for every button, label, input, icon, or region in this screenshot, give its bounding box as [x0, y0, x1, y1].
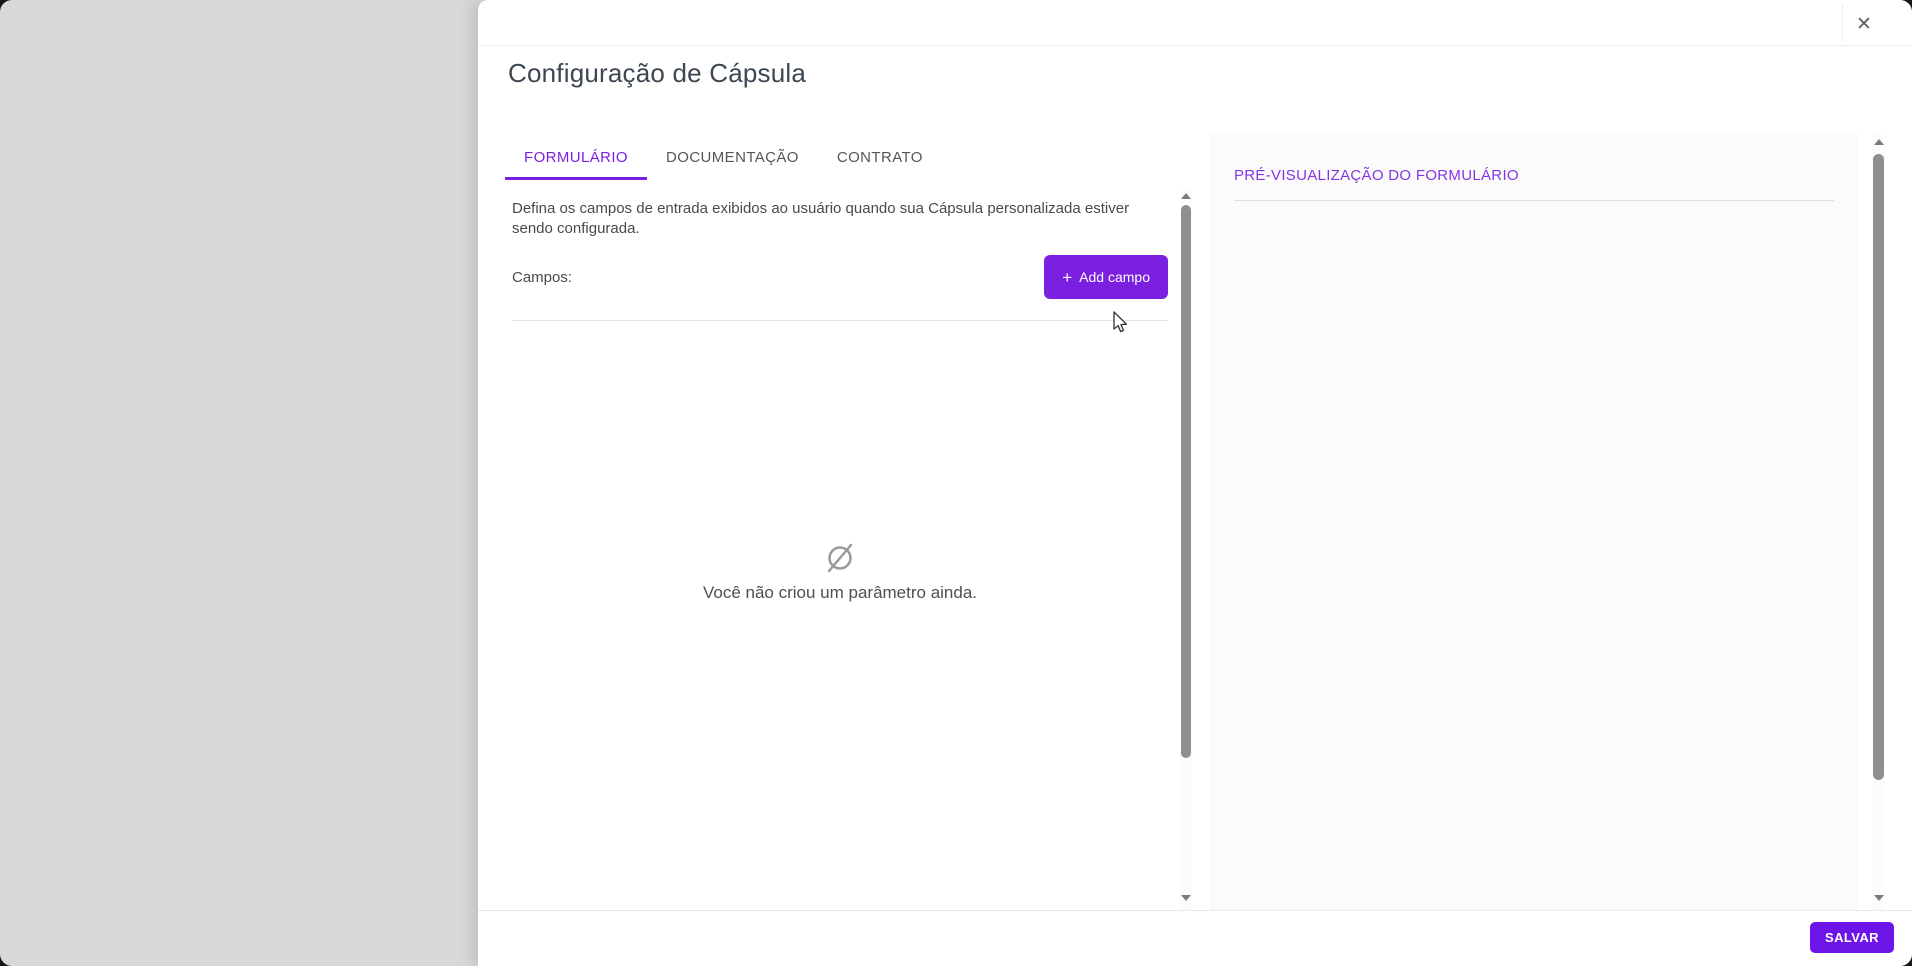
fields-label: Campos: [512, 268, 573, 286]
form-description: Defina os campos de entrada exibidos ao usuário quando sua Cápsula personalizada estiver sendo configurada. [512, 200, 1130, 237]
save-button[interactable]: SALVAR [1810, 922, 1894, 953]
add-field-button[interactable] [1044, 255, 1168, 299]
preview-divider [1234, 200, 1834, 201]
empty-state [512, 539, 1168, 603]
tab-formulario[interactable]: FORMULÁRIO [505, 141, 647, 180]
footer-divider [478, 910, 1912, 911]
tab-bar [505, 141, 942, 180]
capsule-config-modal [478, 0, 1912, 966]
tab-documentacao[interactable]: DOCUMENTAÇÃO [666, 149, 799, 166]
modal-scrollbar-thumb[interactable] [1873, 154, 1884, 780]
add-field-button-label: Add campo [1079, 269, 1150, 285]
form-panel-scrollbar[interactable] [1180, 188, 1192, 910]
empty-state-text: Você não criou um parâmetro ainda. [702, 583, 978, 602]
form-preview-panel [1210, 134, 1858, 910]
form-panel-scrollbar-thumb[interactable] [1181, 205, 1191, 758]
close-button[interactable] [1846, 7, 1882, 43]
fields-header-row [512, 255, 1168, 299]
scroll-down-icon[interactable] [1181, 895, 1191, 901]
fields-divider [512, 320, 1168, 321]
tab-contrato[interactable]: CONTRATO [836, 149, 923, 166]
modal-title: Configuração de Cápsula [508, 58, 807, 88]
scroll-down-icon[interactable] [1874, 895, 1884, 901]
close-icon: ✕ [1856, 14, 1872, 35]
scroll-up-icon[interactable] [1874, 139, 1884, 145]
empty-set-icon [819, 539, 861, 575]
plus-icon: + [1062, 267, 1073, 287]
form-fields-panel [512, 192, 1168, 910]
preview-title: PRÉ-VISUALIZAÇÃO DO FORMULÁRIO [1234, 167, 1519, 184]
header-divider [478, 45, 1912, 46]
scroll-up-icon[interactable] [1181, 193, 1191, 199]
header-vertical-divider [1842, 4, 1843, 42]
modal-scrollbar[interactable] [1872, 134, 1885, 910]
